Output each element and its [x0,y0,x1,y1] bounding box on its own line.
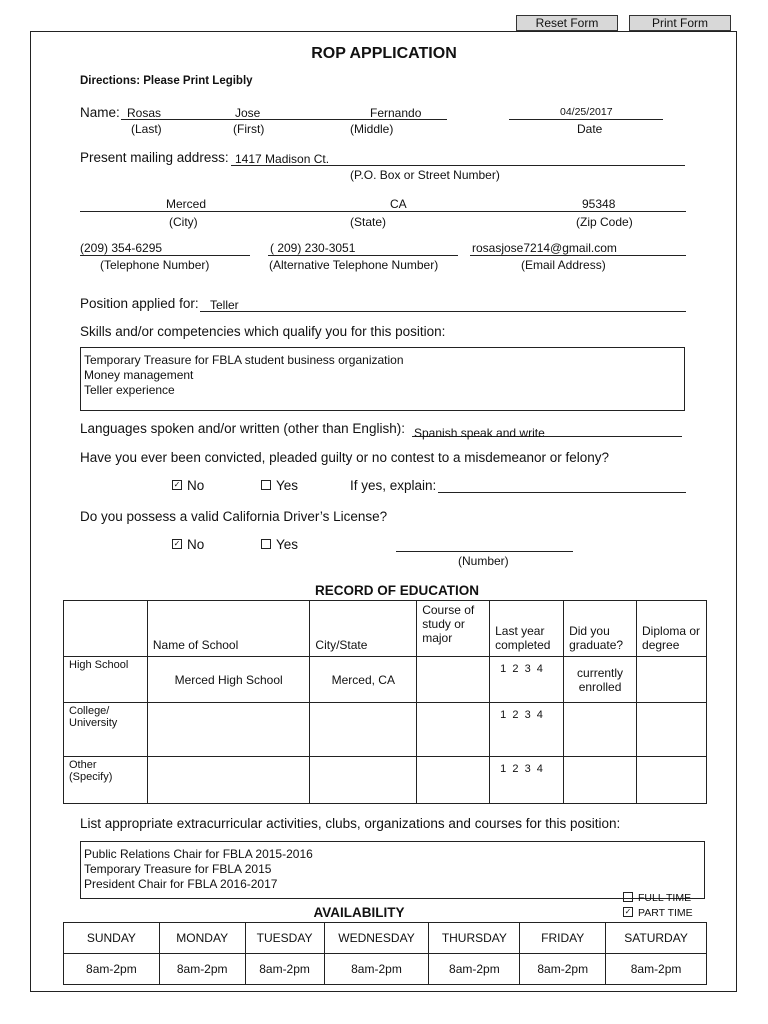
education-header-row [64,601,707,657]
explain-underline[interactable] [438,492,686,493]
zip-caption: (Zip Code) [576,215,633,229]
email-caption: (Email Address) [521,258,606,272]
reset-form-button[interactable]: Reset Form [516,15,618,31]
graduated-cell[interactable] [564,703,637,757]
years-cell[interactable]: 1 2 3 4 [490,657,564,703]
table-row [64,703,707,757]
graduated-cell[interactable]: currently enrolled [564,657,637,703]
convicted-question: Have you ever been convicted, pleaded guilty or no contest to a misdemeanor or felony? [80,450,610,465]
state-caption: (State) [350,215,387,229]
checkbox-icon[interactable] [261,480,271,490]
license-no-label: No [187,537,205,552]
convicted-yes-option[interactable] [261,478,298,493]
position-label: Position applied for: [80,296,199,311]
part-time-label: PART TIME [638,907,693,919]
alt-phone-caption: (Alternative Telephone Number) [269,258,439,272]
mailing-address-label: Present mailing address: [80,150,229,165]
skills-line: Money management [84,368,194,382]
date-underline [509,119,663,120]
full-time-option[interactable] [623,892,691,904]
first-name-field[interactable]: Jose [235,106,261,120]
mailing-caption: (P.O. Box or Street Number) [350,168,500,182]
hours-cell[interactable]: 8am-2pm [606,954,707,985]
alt-phone-field[interactable]: ( 209) 230-3051 [270,241,356,255]
availability-table [63,922,707,985]
activities-textarea[interactable] [80,841,705,899]
row-label: College/ University [64,703,148,757]
city-state-cell[interactable] [310,757,417,804]
day-cell: MONDAY [159,923,245,954]
availability-title: AVAILABILITY [313,905,405,920]
name-label: Name: [80,105,120,120]
hours-cell[interactable]: 8am-2pm [245,954,324,985]
last-caption: (Last) [131,122,162,136]
hours-cell[interactable]: 8am-2pm [520,954,606,985]
checkbox-icon[interactable] [261,539,271,549]
table-row [64,757,707,804]
city-state-cell[interactable]: Merced, CA [310,657,417,703]
checkbox-icon[interactable] [623,892,633,902]
convicted-no-label: No [187,478,205,493]
checkbox-checked-icon[interactable] [172,539,182,549]
email-field[interactable]: rosasjose7214@gmail.com [472,241,617,255]
checkbox-checked-icon[interactable] [172,480,182,490]
first-caption: (First) [233,122,265,136]
header-cell [64,601,148,657]
license-yes-label: Yes [276,537,299,552]
hours-cell[interactable]: 8am-2pm [324,954,429,985]
days-row [64,923,707,954]
middle-name-field[interactable]: Fernando [370,106,422,120]
form-title: ROP APPLICATION [311,45,457,62]
school-cell[interactable] [147,757,310,804]
full-time-label: FULL TIME [638,892,692,904]
header-cell: City/State [310,601,417,657]
languages-field[interactable]: Spanish speak and write [414,426,545,440]
graduated-cell[interactable] [564,757,637,804]
convicted-yes-label: Yes [276,478,299,493]
skills-line: Temporary Treasure for FBLA student business organization [84,353,404,367]
education-title: RECORD OF EDUCATION [315,583,479,598]
table-row [64,657,707,703]
skills-line: Teller experience [84,383,175,397]
middle-caption: (Middle) [350,122,394,136]
row-label: High School [64,657,148,703]
city-caption: (City) [169,215,198,229]
license-number-underline[interactable] [396,551,573,552]
state-field[interactable]: CA [390,197,407,211]
header-cell: Name of School [147,601,310,657]
hours-cell[interactable]: 8am-2pm [64,954,160,985]
header-cell: Course of study or major [417,601,490,657]
phone-field[interactable]: (209) 354-6295 [80,241,163,255]
last-name-field[interactable]: Rosas [127,106,162,120]
print-form-button[interactable]: Print Form [629,15,731,31]
phone-caption: (Telephone Number) [100,258,210,272]
header-cell: Diploma or degree [637,601,707,657]
header-cell: Did you graduate? [564,601,637,657]
day-cell: SATURDAY [606,923,707,954]
explain-label: If yes, explain: [350,478,437,493]
day-cell: FRIDAY [520,923,606,954]
hours-cell[interactable]: 8am-2pm [159,954,245,985]
zip-field[interactable]: 95348 [582,197,616,211]
license-no-option[interactable] [172,537,204,552]
position-field[interactable]: Teller [210,298,239,312]
diploma-cell[interactable] [637,757,707,804]
alt-phone-underline [268,255,458,256]
years-cell[interactable]: 1 2 3 4 [490,757,564,804]
day-cell: WEDNESDAY [324,923,429,954]
city-state-cell[interactable] [310,703,417,757]
course-cell[interactable] [417,657,490,703]
directions: Directions: Please Print Legibly [80,75,253,87]
position-underline [200,311,686,312]
course-cell[interactable] [417,703,490,757]
day-cell: SUNDAY [64,923,160,954]
hours-row [64,954,707,985]
day-cell: THURSDAY [429,923,520,954]
license-yes-option[interactable] [261,537,298,552]
phone-underline [80,255,250,256]
date-field[interactable]: 04/25/2017 [560,106,613,118]
row-label: Other (Specify) [64,757,148,804]
activities-line: President Chair for FBLA 2016-2017 [84,877,278,891]
number-caption: (Number) [458,554,509,568]
school-cell[interactable]: Merced High School [147,657,310,703]
header-cell: Last year completed [490,601,564,657]
date-caption: Date [577,122,603,136]
hours-cell[interactable]: 8am-2pm [429,954,520,985]
diploma-cell[interactable] [637,703,707,757]
education-table [63,600,707,804]
years-cell[interactable]: 1 2 3 4 [490,703,564,757]
school-cell[interactable] [147,703,310,757]
day-cell: TUESDAY [245,923,324,954]
address-underline [80,211,686,212]
diploma-cell[interactable] [637,657,707,703]
city-field[interactable]: Merced [166,197,207,211]
skills-label: Skills and/or competencies which qualify you for this position: [80,324,446,339]
activities-line: Temporary Treasure for FBLA 2015 [84,862,272,876]
activities-line: Public Relations Chair for FBLA 2015-2016 [84,847,313,861]
languages-label: Languages spoken and/or written (other than English): [80,421,405,436]
license-question: Do you possess a valid California Driver’s License? [80,509,388,524]
convicted-no-option[interactable] [172,478,204,493]
skills-textarea[interactable] [80,347,685,411]
course-cell[interactable] [417,757,490,804]
email-underline [470,255,686,256]
activities-label: List appropriate extracurricular activities, clubs, organizations and courses for this position: [80,816,621,831]
mailing-address-field[interactable]: 1417 Madison Ct. [235,152,330,166]
